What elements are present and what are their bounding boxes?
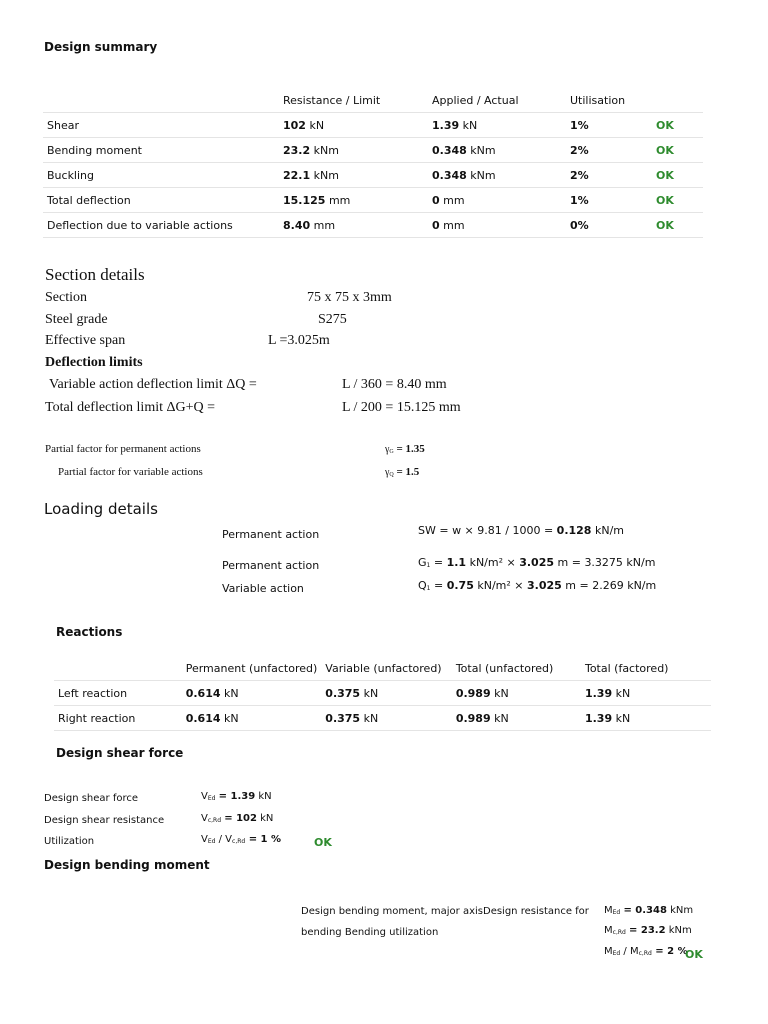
partial-factor-variable-label: Partial factor for variable actions: [58, 466, 203, 478]
summary-resistance: [279, 163, 428, 188]
section-details-title: Section details: [45, 265, 145, 284]
expression-unit: kN/m² ×: [473, 579, 527, 592]
symbol: M: [604, 946, 613, 957]
resistance-unit: mm: [325, 193, 351, 207]
value: = 102: [224, 813, 257, 824]
reactions-header-blank: [54, 656, 182, 681]
reaction-value: 0.375: [325, 711, 361, 725]
expression-value: 3.025: [519, 556, 555, 569]
expression-unit: kN/m² ×: [466, 556, 520, 569]
table-row: [43, 213, 703, 238]
table-row: [43, 163, 703, 188]
summary-header-status: [652, 88, 703, 113]
expression-subscript: 1: [426, 585, 431, 592]
divider: / V: [215, 834, 233, 845]
summary-row-label: Total deflection: [43, 188, 279, 213]
reaction-value: 1.39: [584, 686, 613, 700]
expression-text: SW = w × 9.81 / 1000 =: [418, 524, 557, 537]
section-label: Section: [45, 290, 87, 305]
value: = 23.2: [629, 925, 666, 936]
expression-subscript: 1: [426, 562, 431, 569]
expression-value: 0.128: [556, 524, 592, 537]
subscript: c,Rd: [232, 838, 246, 845]
subscript: Ed: [612, 909, 621, 916]
expression-unit: m = 3.3275 kN/m: [554, 556, 656, 569]
reaction-total-unfactored: [452, 706, 581, 731]
reaction-value: 0.989: [455, 686, 491, 700]
subscript: Ed: [207, 795, 216, 802]
summary-status: [652, 138, 703, 163]
reactions-header-permanent: Permanent (unfactored): [182, 656, 322, 681]
reaction-value: 0.614: [185, 711, 221, 725]
resistance-value: 8.40: [283, 218, 311, 232]
reaction-unit: kN: [220, 686, 239, 700]
gamma-symbol: γ: [385, 444, 390, 455]
applied-value: 0.348: [432, 168, 467, 182]
summary-status: [652, 213, 703, 238]
total-deflection-label: Total deflection limit ΔG+Q =: [45, 400, 216, 415]
effective-span-label: Effective span: [45, 333, 126, 348]
symbol: V: [201, 791, 208, 802]
reaction-unit: kN: [612, 711, 631, 725]
applied-unit: kN: [459, 118, 478, 132]
reactions-header-row: [54, 656, 711, 681]
expression-value: 0.75: [446, 579, 474, 592]
permanent-action-label: Permanent action: [222, 559, 320, 572]
summary-header-resistance: Resistance / Limit: [279, 88, 428, 113]
shear-resistance-value: [201, 813, 273, 824]
value: = 1 %: [245, 834, 282, 845]
subscript: c,Rd: [612, 929, 626, 936]
reaction-unit: kN: [360, 711, 379, 725]
applied-value: 0.348: [432, 143, 467, 157]
effective-span-value: L =3.025m: [268, 333, 330, 348]
summary-resistance: [279, 213, 428, 238]
table-row: [54, 681, 711, 706]
summary-table: [43, 88, 703, 238]
self-weight-expression: [418, 524, 624, 537]
reaction-label: Right reaction: [54, 706, 182, 731]
resistance-unit: kN: [305, 118, 325, 132]
subscript: c,Rd: [638, 950, 652, 957]
design-shear-title: Design shear force: [56, 746, 184, 760]
self-weight-label: Permanent action: [222, 528, 320, 541]
reaction-unit: kN: [490, 686, 509, 700]
bending-description-line1: Design bending moment, major axisDesign resistance for: [301, 906, 589, 917]
deflection-limits-title: Deflection limits: [45, 355, 143, 370]
expression-equals: =: [430, 556, 447, 569]
partial-factor-permanent-label: Partial factor for permanent actions: [45, 443, 201, 455]
summary-applied: [428, 188, 566, 213]
summary-header-applied: Applied / Actual: [428, 88, 566, 113]
status-badge: OK: [656, 143, 674, 157]
summary-applied: [428, 213, 566, 238]
reaction-permanent: [182, 706, 322, 731]
symbol: M: [604, 925, 613, 936]
value: = 0.348: [623, 905, 667, 916]
status-badge: OK: [656, 193, 674, 207]
shear-utilization-label: Utilization: [44, 836, 95, 847]
summary-resistance: [279, 113, 428, 138]
resistance-unit: mm: [310, 218, 336, 232]
permanent-action-expression: [418, 556, 655, 569]
reaction-value: 1.39: [584, 711, 613, 725]
design-summary-title: Design summary: [44, 40, 158, 54]
reaction-unit: kN: [490, 711, 509, 725]
table-row: [54, 706, 711, 731]
gamma-subscript: G: [389, 449, 394, 455]
shear-force-value: [201, 791, 272, 802]
expression-unit: m = 2.269 kN/m: [561, 579, 657, 592]
reaction-variable: [321, 706, 452, 731]
shear-status-badge: OK: [314, 836, 332, 849]
subscript: c,Rd: [207, 817, 222, 824]
resistance-value: 23.2: [283, 143, 311, 157]
summary-row-label: Bending moment: [43, 138, 279, 163]
bending-moment-value: [604, 905, 693, 916]
reactions-header-variable: Variable (unfactored): [321, 656, 452, 681]
factor-value: = 1.5: [396, 466, 420, 478]
reactions-header-total-unfactored: Total (unfactored): [452, 656, 581, 681]
resistance-value: 102: [283, 118, 306, 132]
summary-resistance: [279, 138, 428, 163]
utilisation-value: 1%: [570, 118, 589, 132]
design-bending-title: Design bending moment: [44, 858, 210, 872]
divider: / M: [620, 946, 639, 957]
applied-value: 0: [432, 193, 440, 207]
value: = 1.39: [218, 791, 256, 802]
expression-symbol: Q: [418, 579, 427, 592]
expression-equals: =: [430, 579, 447, 592]
variable-action-expression: [418, 579, 656, 592]
summary-utilisation: [566, 188, 652, 213]
partial-factor-variable-value: [385, 466, 419, 478]
status-badge: OK: [656, 168, 674, 182]
utilisation-value: 1%: [570, 193, 589, 207]
reactions-header-total-factored: Total (factored): [581, 656, 711, 681]
unit: kN: [256, 813, 274, 824]
reaction-total-factored: [581, 706, 711, 731]
symbol: V: [201, 834, 208, 845]
table-row: [43, 138, 703, 163]
reaction-value: 0.614: [185, 686, 221, 700]
reactions-title: Reactions: [56, 625, 123, 639]
applied-unit: kNm: [466, 143, 496, 157]
bending-description-line2: bending Bending utilization: [301, 927, 439, 938]
total-deflection-value: L / 200 = 15.125 mm: [342, 400, 461, 415]
reaction-value: 0.375: [325, 686, 361, 700]
resistance-unit: kNm: [310, 143, 339, 157]
bending-utilization-value: [604, 946, 688, 957]
reaction-total-unfactored: [452, 681, 581, 706]
summary-status: [652, 113, 703, 138]
reaction-permanent: [182, 681, 322, 706]
summary-status: [652, 188, 703, 213]
expression-value: 3.025: [527, 579, 562, 592]
reaction-variable: [321, 681, 452, 706]
section-value: 75 x 75 x 3mm: [307, 290, 392, 305]
reaction-unit: kN: [612, 686, 631, 700]
status-badge: OK: [656, 118, 674, 132]
resistance-value: 15.125: [283, 193, 326, 207]
applied-value: 1.39: [432, 118, 460, 132]
summary-status: [652, 163, 703, 188]
symbol: M: [604, 905, 613, 916]
summary-applied: [428, 113, 566, 138]
loading-details-title: Loading details: [44, 500, 158, 518]
applied-unit: kNm: [466, 168, 496, 182]
summary-header-blank: [43, 88, 279, 113]
resistance-value: 22.1: [283, 168, 311, 182]
reaction-unit: kN: [220, 711, 239, 725]
utilisation-value: 2%: [570, 168, 589, 182]
reactions-table: [54, 656, 711, 731]
summary-utilisation: [566, 138, 652, 163]
summary-row-label: Buckling: [43, 163, 279, 188]
symbol: V: [201, 813, 208, 824]
variable-deflection-label: Variable action deflection limit ΔQ =: [49, 377, 257, 392]
table-row: [43, 113, 703, 138]
variable-deflection-value: L / 360 = 8.40 mm: [342, 377, 447, 392]
expression-symbol: G: [418, 556, 427, 569]
utilisation-value: 0%: [570, 218, 589, 232]
summary-row-label: Deflection due to variable actions: [43, 213, 279, 238]
reaction-unit: kN: [360, 686, 379, 700]
applied-unit: mm: [439, 218, 465, 232]
gamma-subscript: Q: [389, 472, 394, 478]
partial-factor-permanent-value: [385, 443, 425, 455]
bending-resistance-value: [604, 925, 692, 936]
unit: kNm: [665, 925, 692, 936]
summary-applied: [428, 138, 566, 163]
factor-value: = 1.35: [396, 443, 425, 455]
bending-status-badge: OK: [685, 948, 703, 961]
steel-grade-label: Steel grade: [45, 312, 108, 327]
reaction-total-factored: [581, 681, 711, 706]
applied-value: 0: [432, 218, 440, 232]
table-row: [43, 188, 703, 213]
reaction-value: 0.989: [455, 711, 491, 725]
unit: kNm: [666, 905, 694, 916]
gamma-symbol: γ: [385, 467, 390, 478]
unit: kN: [255, 791, 272, 802]
summary-applied: [428, 163, 566, 188]
shear-resistance-label: Design shear resistance: [44, 815, 165, 826]
variable-action-label: Variable action: [222, 582, 304, 595]
expression-unit: kN/m: [591, 524, 624, 537]
summary-resistance: [279, 188, 428, 213]
status-badge: OK: [656, 218, 674, 232]
utilisation-value: 2%: [570, 143, 589, 157]
reaction-label: Left reaction: [54, 681, 182, 706]
expression-value: 1.1: [446, 556, 467, 569]
subscript: Ed: [207, 838, 216, 845]
subscript: Ed: [612, 950, 621, 957]
value: = 2 %: [651, 946, 688, 957]
summary-row-label: Shear: [43, 113, 279, 138]
applied-unit: mm: [439, 193, 465, 207]
summary-utilisation: [566, 113, 652, 138]
steel-grade-value: S275: [318, 312, 347, 327]
shear-utilization-value: [201, 834, 281, 845]
shear-force-label: Design shear force: [44, 793, 139, 804]
summary-utilisation: [566, 213, 652, 238]
summary-utilisation: [566, 163, 652, 188]
resistance-unit: kNm: [310, 168, 339, 182]
summary-header-row: [43, 88, 703, 113]
summary-header-utilisation: Utilisation: [566, 88, 652, 113]
